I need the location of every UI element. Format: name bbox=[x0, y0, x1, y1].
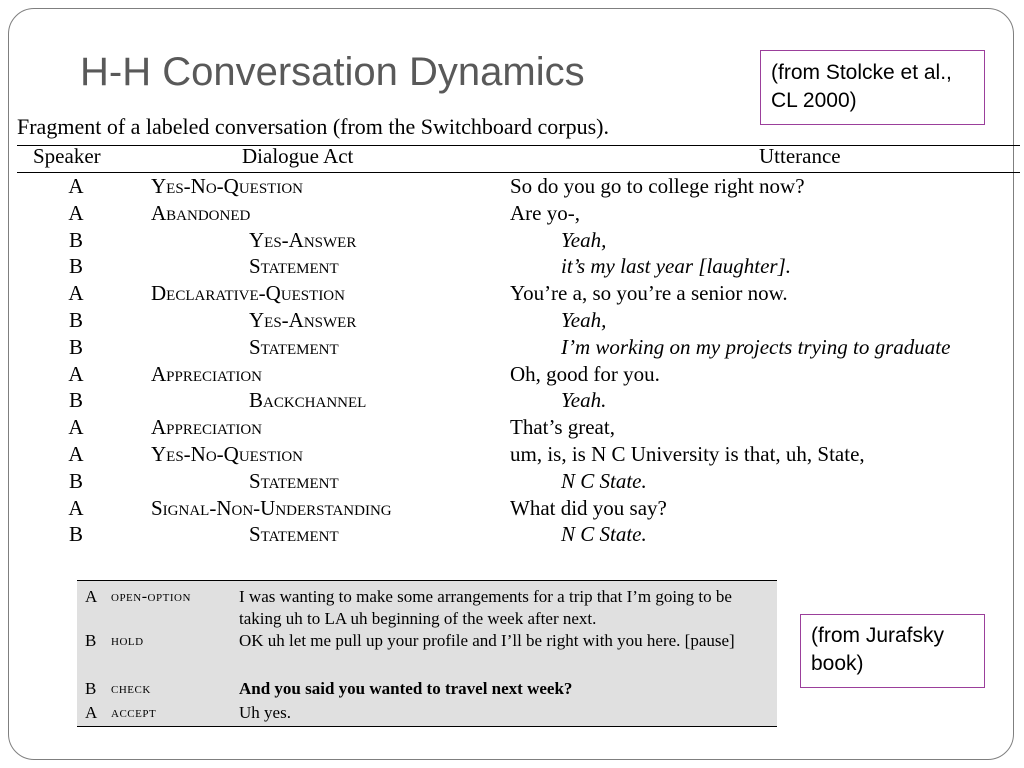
row-dialogue-act: Yes-Answer bbox=[249, 308, 357, 332]
example-utterance: Uh yes. bbox=[239, 703, 291, 722]
row-speaker: A bbox=[68, 201, 84, 225]
row-speaker: B bbox=[68, 335, 83, 359]
row-utterance: Oh, good for you. bbox=[510, 362, 660, 386]
row-dialogue-act: Yes-No-Question bbox=[151, 174, 303, 198]
example-speaker: A bbox=[85, 587, 98, 606]
example-act: open-option bbox=[111, 588, 191, 605]
row-utterance: um, is, is N C University is that, uh, State, bbox=[510, 442, 865, 466]
row-dialogue-act: Statement bbox=[249, 335, 339, 359]
header-dialogue-act: Dialogue Act bbox=[242, 144, 354, 168]
row-utterance: it’s my last year [laughter]. bbox=[561, 254, 792, 278]
table-top-rule bbox=[17, 145, 1020, 146]
row-speaker: B bbox=[68, 308, 83, 332]
row-speaker: B bbox=[68, 228, 83, 252]
row-speaker: A bbox=[68, 281, 84, 305]
row-dialogue-act: Yes-No-Question bbox=[151, 442, 303, 466]
example-act: hold bbox=[111, 632, 144, 649]
row-dialogue-act: Abandoned bbox=[151, 201, 251, 225]
header-utterance: Utterance bbox=[759, 144, 841, 168]
row-speaker: A bbox=[68, 415, 84, 439]
row-utterance: So do you go to college right now? bbox=[510, 174, 805, 198]
row-utterance: N C State. bbox=[561, 522, 647, 546]
row-speaker: B bbox=[68, 469, 83, 493]
slide-title: H-H Conversation Dynamics bbox=[80, 50, 585, 94]
row-speaker: B bbox=[68, 254, 83, 278]
row-speaker: A bbox=[68, 442, 84, 466]
row-dialogue-act: Declarative-Question bbox=[151, 281, 345, 305]
row-utterance: Yeah. bbox=[561, 388, 607, 412]
example-utterance: I was wanting to make some arrangements for a trip that I’m going to be taking uh to LA uh beginning of the week after next. bbox=[239, 587, 732, 628]
row-utterance: What did you say? bbox=[510, 496, 667, 520]
row-dialogue-act: Appreciation bbox=[151, 362, 263, 386]
jurafsky-example-table bbox=[77, 580, 777, 727]
row-dialogue-act: Statement bbox=[249, 469, 339, 493]
source-note-stolcke: (from Stolcke et al., CL 2000) bbox=[760, 50, 985, 125]
table-caption: Fragment of a labeled conversation (from the Switchboard corpus). bbox=[17, 114, 609, 139]
row-speaker: B bbox=[68, 522, 83, 546]
row-speaker: A bbox=[68, 496, 84, 520]
row-speaker: A bbox=[68, 362, 84, 386]
example-act: accept bbox=[111, 704, 157, 721]
row-dialogue-act: Signal-Non-Understanding bbox=[151, 496, 392, 520]
row-speaker: A bbox=[68, 174, 84, 198]
row-dialogue-act: Statement bbox=[249, 254, 339, 278]
row-utterance: Are yo-, bbox=[510, 201, 580, 225]
row-dialogue-act: Appreciation bbox=[151, 415, 263, 439]
row-utterance: You’re a, so you’re a senior now. bbox=[510, 281, 788, 305]
source-note-jurafsky: (from Jurafsky book) bbox=[800, 614, 985, 688]
example-utterance: OK uh let me pull up your profile and I’ll be right with you here. [pause] bbox=[239, 631, 735, 650]
header-speaker: Speaker bbox=[33, 144, 101, 168]
example-act: check bbox=[111, 680, 151, 697]
row-utterance: Yeah, bbox=[561, 308, 607, 332]
example-utterance: And you said you wanted to travel next week? bbox=[239, 679, 573, 698]
row-utterance: That’s great, bbox=[510, 415, 615, 439]
row-utterance: I’m working on my projects trying to graduate bbox=[561, 335, 951, 359]
example-speaker: A bbox=[85, 703, 98, 722]
example-speaker: B bbox=[85, 631, 97, 650]
row-dialogue-act: Backchannel bbox=[249, 388, 367, 412]
row-dialogue-act: Yes-Answer bbox=[249, 228, 357, 252]
row-utterance: Yeah, bbox=[561, 228, 607, 252]
example-speaker: B bbox=[85, 679, 97, 698]
row-speaker: B bbox=[68, 388, 83, 412]
row-utterance: N C State. bbox=[561, 469, 647, 493]
row-dialogue-act: Statement bbox=[249, 522, 339, 546]
